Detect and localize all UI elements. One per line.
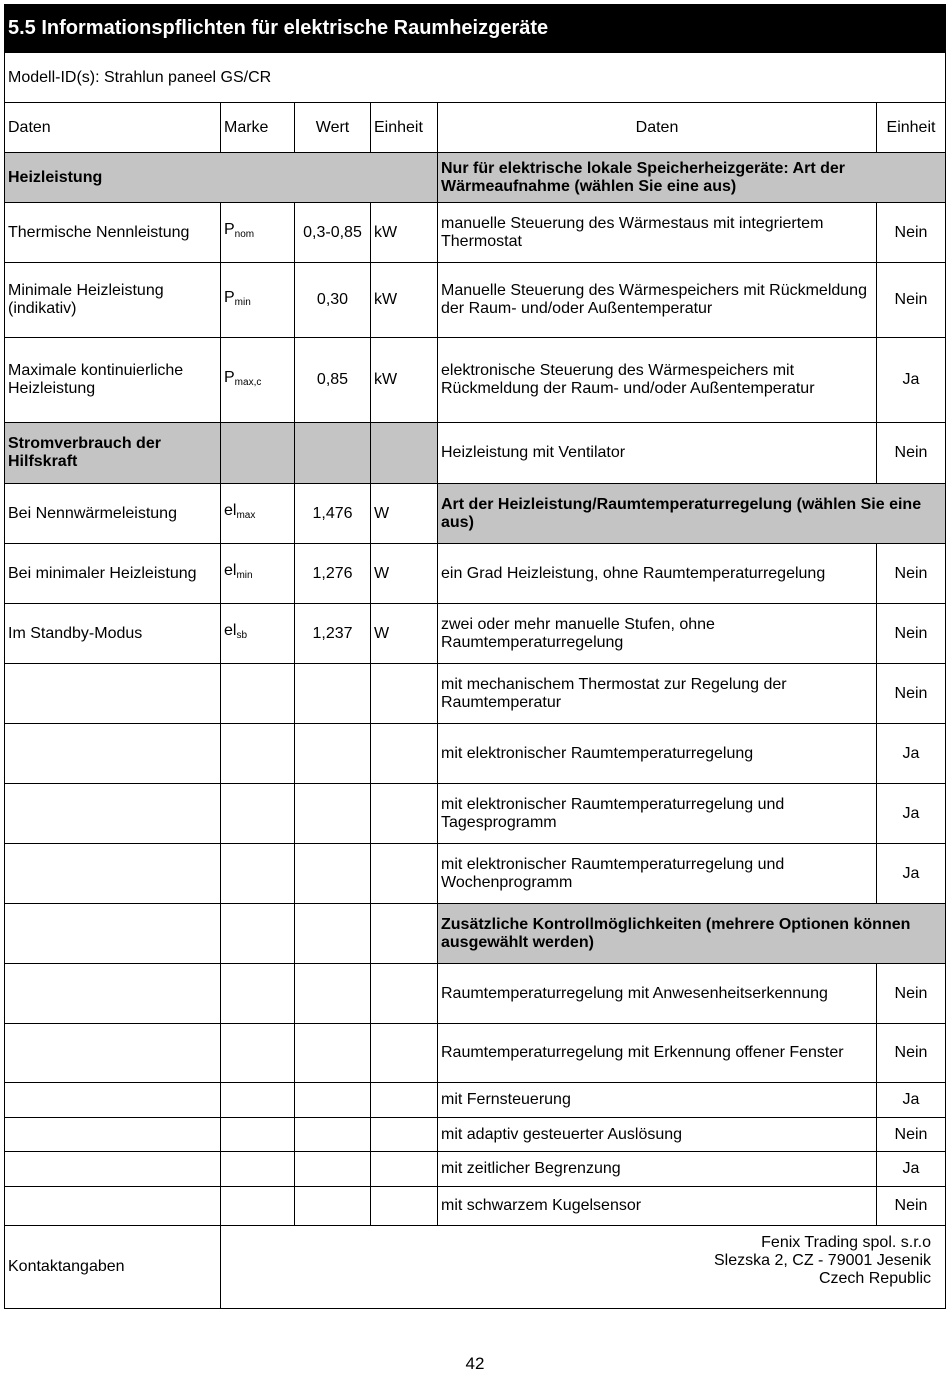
empty-cell (4, 843, 221, 904)
kontakt-label-cell (4, 1225, 221, 1309)
r12-text: Raumtemperaturregelung mit Erkennung offener Fenster (441, 1044, 844, 1061)
empty-cell (294, 1082, 371, 1118)
r16-value: Nein (894, 1197, 928, 1214)
header-daten-left-label: Daten (8, 118, 51, 136)
row-elmax-label (4, 483, 221, 544)
empty-cell (294, 963, 371, 1024)
r6-value-cell (876, 603, 946, 664)
r14-text-cell (437, 1117, 877, 1152)
r5-text: ein Grad Heizleistung, ohne Raumtemperaturregelung (441, 564, 826, 582)
empty-cell (294, 1023, 371, 1083)
row-maximale-unit (370, 337, 438, 423)
minimale-symbol: P (224, 288, 235, 306)
r9-value: Ja (902, 804, 920, 822)
nennleistung-label: Thermische Nennleistung (8, 223, 190, 241)
empty-cell (220, 783, 295, 844)
r15-value-cell (876, 1151, 946, 1187)
heizleistung-heading-label: Heizleistung (8, 168, 103, 186)
empty-cell (370, 1151, 438, 1187)
empty-cell (4, 663, 221, 724)
contact-address: Slezska 2, CZ - 79001 Jesenik (714, 1252, 931, 1269)
elmin-label: Bei minimaler Heizleistung (8, 564, 197, 582)
r5-value: Nein (894, 564, 928, 582)
r5-value-cell (876, 543, 946, 604)
r10-value-cell (876, 843, 946, 904)
maximale-value: 0,85 (316, 371, 349, 388)
empty-cell (294, 1151, 371, 1187)
empty-cell (370, 723, 438, 784)
model-id-row (4, 52, 946, 103)
row-nennleistung-unit (370, 202, 438, 263)
elmin-subscript: min (236, 570, 253, 581)
empty-cell (4, 723, 221, 784)
r8-text: mit elektronischer Raumtemperaturregelung (441, 744, 754, 762)
r5-text-cell (437, 543, 877, 604)
empty-cell (4, 1117, 221, 1152)
r1-value: Nein (894, 223, 928, 241)
empty-cell (4, 963, 221, 1024)
header-einheit-right (876, 102, 946, 153)
r2-text-cell (437, 262, 877, 338)
r13-text-cell (437, 1082, 877, 1118)
empty-cell (4, 1151, 221, 1187)
elsb-subscript: sb (236, 630, 248, 641)
header-marke (220, 102, 295, 153)
r12-value-cell (876, 1023, 946, 1083)
r6-text: zwei oder mehr manuelle Stufen, ohne Raumtemperaturregelung (441, 615, 715, 651)
stromverbrauch-heading (4, 422, 221, 484)
header-daten-right-label: Daten (635, 118, 679, 136)
header-daten-right (437, 102, 877, 153)
r12-text-cell (437, 1023, 877, 1083)
r9-value-cell (876, 783, 946, 844)
section-speicherheizgeraete (437, 152, 946, 203)
empty-cell (4, 903, 221, 964)
stromverbrauch-blank-wert (294, 422, 371, 484)
r2-value-cell (876, 262, 946, 338)
r11-text: Raumtemperaturregelung mit Anwesenheitserkennung (441, 984, 828, 1002)
contact-company: Fenix Trading spol. s.r.o (761, 1234, 931, 1251)
elmax-symbol: el (224, 502, 237, 519)
header-daten-left (4, 102, 221, 153)
stromverbrauch-blank-marke (220, 422, 295, 484)
row-elsb-unit (370, 603, 438, 664)
row-maximale-label (4, 337, 221, 423)
r13-value-cell (876, 1082, 946, 1118)
r1-text: manuelle Steuerung des Wärmestaus mit integriertem Thermostat (441, 214, 824, 250)
r4-value: Nein (894, 444, 928, 461)
empty-cell (370, 1023, 438, 1083)
section-raumtemperaturregelung (437, 483, 946, 544)
empty-cell (294, 843, 371, 904)
contact-block (220, 1225, 946, 1309)
row-maximale-value (294, 337, 371, 423)
header-einheit-left-label: Einheit (374, 118, 423, 136)
r3-text-cell (437, 337, 877, 423)
row-elmin-value (294, 543, 371, 604)
r2-value: Nein (894, 291, 928, 308)
row-nennleistung-label (4, 202, 221, 263)
header-marke-label: Marke (224, 118, 269, 136)
elsb-symbol: el (224, 622, 237, 639)
row-elmax-unit (370, 483, 438, 544)
r7-text-cell (437, 663, 877, 724)
r3-value: Ja (902, 371, 920, 388)
elmin-symbol: el (224, 562, 237, 579)
row-elsb-label (4, 603, 221, 664)
empty-cell (4, 783, 221, 844)
empty-cell (294, 783, 371, 844)
r15-text-cell (437, 1151, 877, 1187)
empty-cell (220, 663, 295, 724)
empty-cell (370, 963, 438, 1024)
elmax-subscript: max (236, 510, 256, 521)
empty-cell (220, 903, 295, 964)
elsb-label: Im Standby-Modus (8, 624, 143, 642)
r13-text: mit Fernsteuerung (441, 1091, 571, 1108)
empty-cell (370, 1186, 438, 1226)
r1-text-cell (437, 202, 877, 263)
r11-value-cell (876, 963, 946, 1024)
r4-text-cell (437, 422, 877, 484)
r11-text-cell (437, 963, 877, 1024)
header-einheit-right-label: Einheit (886, 118, 936, 136)
kontakt-label: Kontaktangaben (8, 1258, 125, 1275)
elmin-value: 1,276 (312, 564, 353, 582)
row-elmax-symbol (220, 483, 295, 544)
section-kontrollmoeglichkeiten-label: Zusätzliche Kontrollmöglichkeiten (mehrere Optionen können ausgewählt werden) (441, 915, 911, 951)
empty-cell (294, 1186, 371, 1226)
row-elsb-value (294, 603, 371, 664)
empty-cell (220, 843, 295, 904)
nennleistung-symbol: P (224, 221, 235, 238)
heizleistung-heading (4, 152, 438, 203)
r2-text: Manuelle Steuerung des Wärmespeichers mit Rückmeldung der Raum- und/oder Außentemperatur (441, 282, 867, 317)
section-raumtemperaturregelung-label: Art der Heizleistung/Raumtemperaturregelung (wählen Sie eine aus) (441, 495, 922, 531)
empty-cell (370, 1117, 438, 1152)
row-maximale-symbol (220, 337, 295, 423)
empty-cell (4, 1186, 221, 1226)
elmax-unit: W (374, 504, 390, 522)
empty-cell (220, 1082, 295, 1118)
r7-text: mit mechanischem Thermostat zur Regelung der Raumtemperatur (441, 675, 787, 711)
r15-value: Ja (902, 1160, 920, 1177)
maximale-unit: kW (374, 371, 398, 388)
row-minimale-symbol (220, 262, 295, 338)
header-wert (294, 102, 371, 153)
r8-text-cell (437, 723, 877, 784)
header-einheit-left (370, 102, 438, 153)
empty-cell (370, 783, 438, 844)
row-minimale-value (294, 262, 371, 338)
r14-value-cell (876, 1117, 946, 1152)
maximale-subscript: max,c (234, 376, 262, 388)
empty-cell (370, 903, 438, 964)
minimale-label: Minimale Heizleistung (indikativ) (8, 282, 164, 317)
minimale-value: 0,30 (316, 291, 349, 308)
r4-value-cell (876, 422, 946, 484)
empty-cell (220, 1186, 295, 1226)
row-elsb-symbol (220, 603, 295, 664)
section-title: 5.5 Informationspflichten für elektrische Raumheizgeräte (4, 4, 946, 52)
empty-cell (370, 1082, 438, 1118)
r4-text: Heizleistung mit Ventilator (441, 444, 626, 461)
row-minimale-label (4, 262, 221, 338)
empty-cell (220, 723, 295, 784)
r11-value: Nein (894, 984, 928, 1002)
r16-text-cell (437, 1186, 877, 1226)
nennleistung-unit: kW (374, 223, 398, 241)
nennleistung-subscript: nom (234, 229, 255, 240)
contact-country: Czech Republic (818, 1270, 931, 1287)
empty-cell (220, 1023, 295, 1083)
r10-text: mit elektronischer Raumtemperaturregelung und Wochenprogramm (441, 855, 785, 891)
elsb-value: 1,237 (312, 624, 353, 642)
row-elmax-value (294, 483, 371, 544)
row-nennleistung-symbol (220, 202, 295, 263)
row-elmin-unit (370, 543, 438, 604)
r9-text-cell (437, 783, 877, 844)
r9-text: mit elektronischer Raumtemperaturregelung und Tagesprogramm (441, 795, 785, 831)
r14-value: Nein (894, 1125, 928, 1143)
r3-text: elektronische Steuerung des Wärmespeichers mit Rückmeldung der Raum- und/oder Außentemperatur (441, 362, 815, 397)
empty-cell (370, 663, 438, 724)
model-id-text: Modell-ID(s): Strahlun paneel GS/CR (8, 68, 272, 86)
r6-text-cell (437, 603, 877, 664)
empty-cell (4, 1023, 221, 1083)
r7-value-cell (876, 663, 946, 724)
minimale-unit: kW (374, 291, 398, 308)
r10-value: Ja (902, 864, 920, 882)
empty-cell (370, 843, 438, 904)
r16-value-cell (876, 1186, 946, 1226)
r8-value-cell (876, 723, 946, 784)
row-nennleistung-value (294, 202, 371, 263)
r3-value-cell (876, 337, 946, 423)
section-speicherheizgeraete-label: Nur für elektrische lokale Speicherheizgeräte: Art der Wärmeaufnahme (wählen Sie eine aus) (441, 159, 845, 195)
empty-cell (294, 663, 371, 724)
maximale-label: Maximale kontinuierliche Heizleistung (8, 362, 184, 397)
empty-cell (294, 723, 371, 784)
empty-cell (294, 1117, 371, 1152)
elsb-unit: W (374, 624, 390, 642)
r14-text: mit adaptiv gesteuerter Auslösung (441, 1125, 683, 1143)
nennleistung-value: 0,3-0,85 (303, 223, 362, 241)
empty-cell (220, 1151, 295, 1187)
stromverbrauch-blank-einheit (370, 422, 438, 484)
r15-text: mit zeitlicher Begrenzung (441, 1160, 621, 1177)
section-kontrollmoeglichkeiten (437, 903, 946, 964)
r10-text-cell (437, 843, 877, 904)
r12-value: Nein (894, 1044, 928, 1061)
r1-value-cell (876, 202, 946, 263)
empty-cell (220, 1117, 295, 1152)
empty-cell (220, 963, 295, 1024)
empty-cell (4, 1082, 221, 1118)
r6-value: Nein (894, 624, 928, 642)
r16-text: mit schwarzem Kugelsensor (441, 1197, 642, 1214)
elmin-unit: W (374, 564, 390, 582)
page-number: 42 (465, 1354, 485, 1373)
row-minimale-unit (370, 262, 438, 338)
r8-value: Ja (902, 744, 920, 762)
row-elmin-symbol (220, 543, 295, 604)
elmax-label: Bei Nennwärmeleistung (8, 504, 177, 522)
elmax-value: 1,476 (312, 504, 353, 522)
minimale-subscript: min (234, 296, 251, 308)
empty-cell (294, 903, 371, 964)
r13-value: Ja (902, 1091, 920, 1108)
header-wert-label: Wert (315, 118, 350, 136)
stromverbrauch-heading-label: Stromverbrauch der Hilfskraft (8, 435, 161, 470)
row-elmin-label (4, 543, 221, 604)
maximale-symbol: P (224, 368, 235, 386)
r7-value: Nein (894, 684, 928, 702)
